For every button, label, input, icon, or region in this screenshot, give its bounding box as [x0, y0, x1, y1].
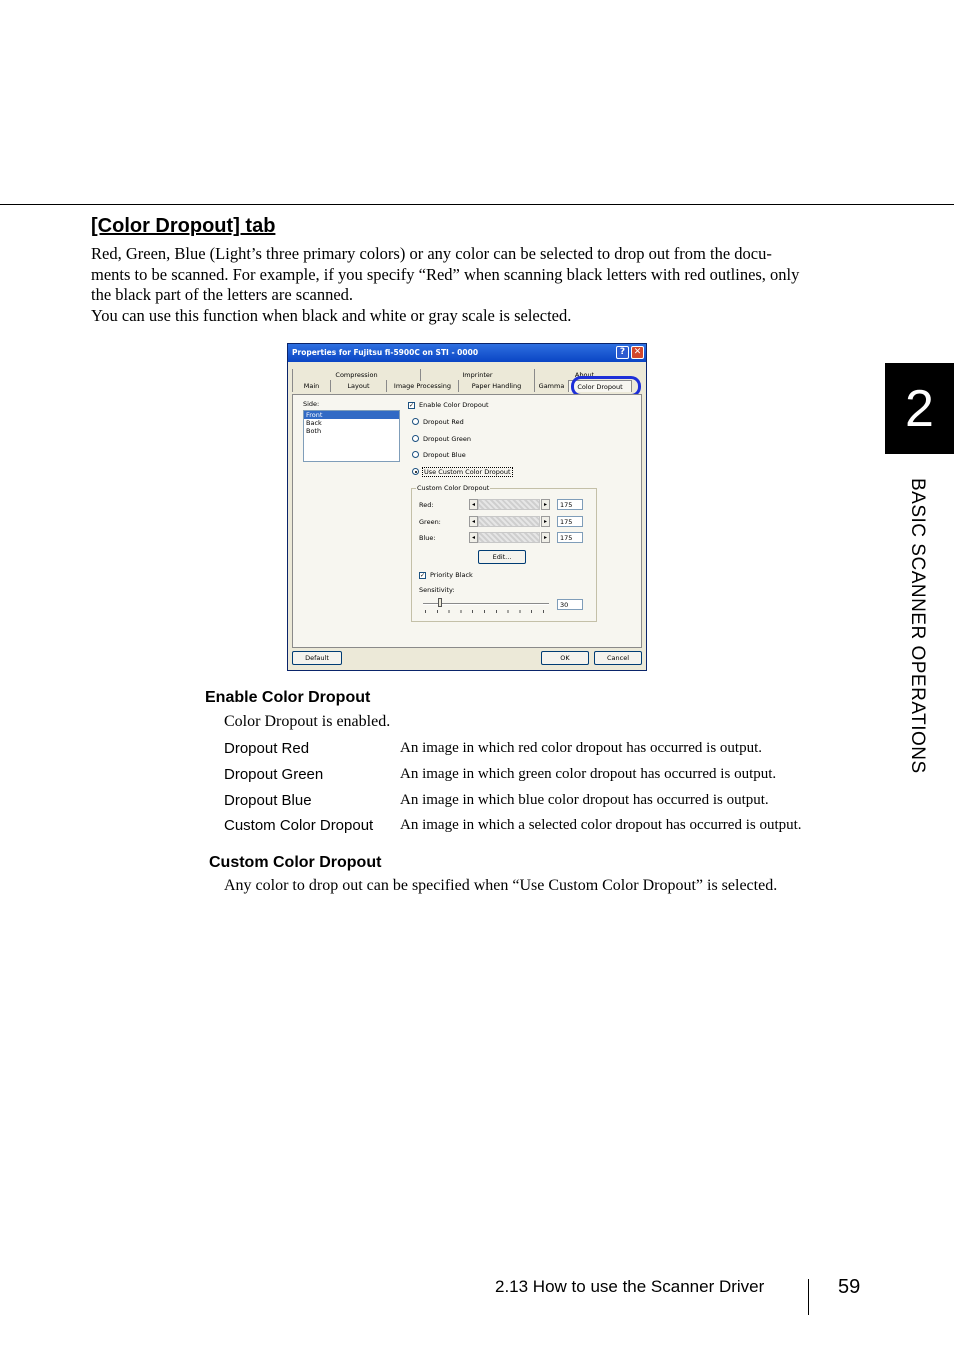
blue-decrease-icon[interactable]: ◂	[469, 532, 478, 543]
enable-description: Color Dropout is enabled.	[224, 713, 391, 730]
sensitivity-thumb[interactable]	[438, 598, 442, 607]
side-option-back[interactable]: Back	[306, 419, 322, 427]
tab-imprinter[interactable]: Imprinter	[420, 369, 534, 381]
sensitivity-ticks	[425, 610, 547, 613]
green-label: Green:	[419, 518, 441, 526]
tab-color-dropout[interactable]: Color Dropout	[568, 380, 632, 392]
radio-dropout-red[interactable]	[412, 418, 419, 425]
sensitivity-label: Sensitivity:	[419, 586, 455, 594]
intro-line: Red, Green, Blue (Light’s three primary colors) or any color can be selected to drop out from the docu-	[91, 244, 772, 263]
tab-gamma[interactable]: Gamma	[534, 380, 568, 392]
custom-heading: Custom Color Dropout	[209, 854, 382, 871]
radio-custom-dropout[interactable]	[412, 468, 419, 475]
side-option-front[interactable]: Front	[304, 411, 399, 419]
enable-dropout-checkbox[interactable]: ✓	[409, 402, 415, 409]
help-icon[interactable]: ?	[616, 346, 629, 359]
enable-heading: Enable Color Dropout	[205, 689, 371, 706]
page-number: 59	[838, 1276, 861, 1298]
radio-custom-dropout-label: Use Custom Color Dropout	[424, 468, 511, 476]
radio-dropout-green[interactable]	[412, 435, 419, 442]
edit-button[interactable]: Edit...	[478, 550, 526, 564]
intro-line: ments to be scanned. For example, if you specify “Red” when scanning black letters with red outlines, only	[91, 264, 800, 284]
intro-line: the black part of the letters are scanned.	[91, 285, 354, 305]
priority-black-checkbox[interactable]: ✓	[420, 572, 426, 579]
radio-dropout-blue[interactable]	[412, 451, 419, 458]
side-listbox[interactable]	[303, 410, 400, 462]
intro-paragraph	[91, 244, 851, 327]
red-label: Red:	[419, 501, 434, 509]
blue-slider[interactable]	[478, 532, 540, 543]
term-custom-dropout: Custom Color Dropout	[224, 817, 374, 834]
tab-compression[interactable]: Compression	[292, 369, 420, 381]
custom-description: Any color to drop out can be specified when “Use Custom Color Dropout” is selected.	[224, 877, 778, 894]
radio-dropout-blue-label: Dropout Blue	[423, 451, 466, 459]
default-button[interactable]: Default	[292, 651, 342, 665]
desc-dropout-green: An image in which green color dropout has occurred is output.	[400, 766, 777, 782]
term-dropout-red: Dropout Red	[224, 740, 310, 757]
green-slider[interactable]	[478, 516, 540, 527]
desc-custom-dropout: An image in which a selected color dropout has occurred is output.	[400, 817, 802, 833]
sensitivity-value-field[interactable]: 30	[557, 599, 583, 610]
radio-dropout-red-label: Dropout Red	[423, 418, 464, 426]
blue-increase-icon[interactable]: ▸	[541, 532, 550, 543]
tab-paper-handling[interactable]: Paper Handling	[458, 380, 534, 392]
properties-dialog	[287, 343, 647, 671]
green-value-field[interactable]: 175	[557, 516, 583, 527]
chapter-number-tab: 2	[885, 363, 954, 454]
tab-layout[interactable]: Layout	[330, 380, 386, 392]
desc-dropout-blue: An image in which blue color dropout has occurred is output.	[400, 792, 769, 808]
intro-line: You can use this function when black and white or gray scale is selected.	[91, 306, 572, 326]
term-dropout-green: Dropout Green	[224, 766, 324, 783]
top-rule	[0, 204, 954, 205]
chapter-title-vertical: BASIC SCANNER OPERATIONS	[907, 478, 928, 774]
desc-dropout-red: An image in which red color dropout has occurred is output.	[400, 740, 762, 756]
custom-group-label: Custom Color Dropout	[417, 484, 490, 492]
tab-main[interactable]: Main	[292, 380, 330, 392]
tab-image-processing[interactable]: Image Processing	[386, 380, 458, 392]
term-dropout-blue: Dropout Blue	[224, 792, 312, 809]
ok-button[interactable]: OK	[541, 651, 589, 665]
priority-black-label: Priority Black	[430, 571, 473, 579]
footer-section-label: 2.13 How to use the Scanner Driver	[495, 1277, 765, 1296]
green-increase-icon[interactable]: ▸	[541, 516, 550, 527]
red-increase-icon[interactable]: ▸	[541, 499, 550, 510]
dialog-title: Properties for Fujitsu fi-5900C on STI - 0000	[288, 344, 646, 362]
section-title: [Color Dropout] tab	[91, 215, 276, 237]
cancel-button[interactable]: Cancel	[594, 651, 642, 665]
red-value-field[interactable]: 175	[557, 499, 583, 510]
tab-about[interactable]: About	[534, 369, 634, 381]
radio-dropout-green-label: Dropout Green	[423, 435, 472, 443]
close-icon[interactable]: ✕	[631, 346, 644, 359]
side-option-both[interactable]: Both	[306, 427, 322, 435]
footer-divider	[808, 1279, 809, 1315]
blue-label: Blue:	[419, 534, 436, 542]
blue-value-field[interactable]: 175	[557, 532, 583, 543]
red-slider[interactable]	[478, 499, 540, 510]
side-label: Side:	[303, 400, 320, 408]
enable-dropout-label: Enable Color Dropout	[419, 401, 489, 409]
green-decrease-icon[interactable]: ◂	[469, 516, 478, 527]
red-decrease-icon[interactable]: ◂	[469, 499, 478, 510]
